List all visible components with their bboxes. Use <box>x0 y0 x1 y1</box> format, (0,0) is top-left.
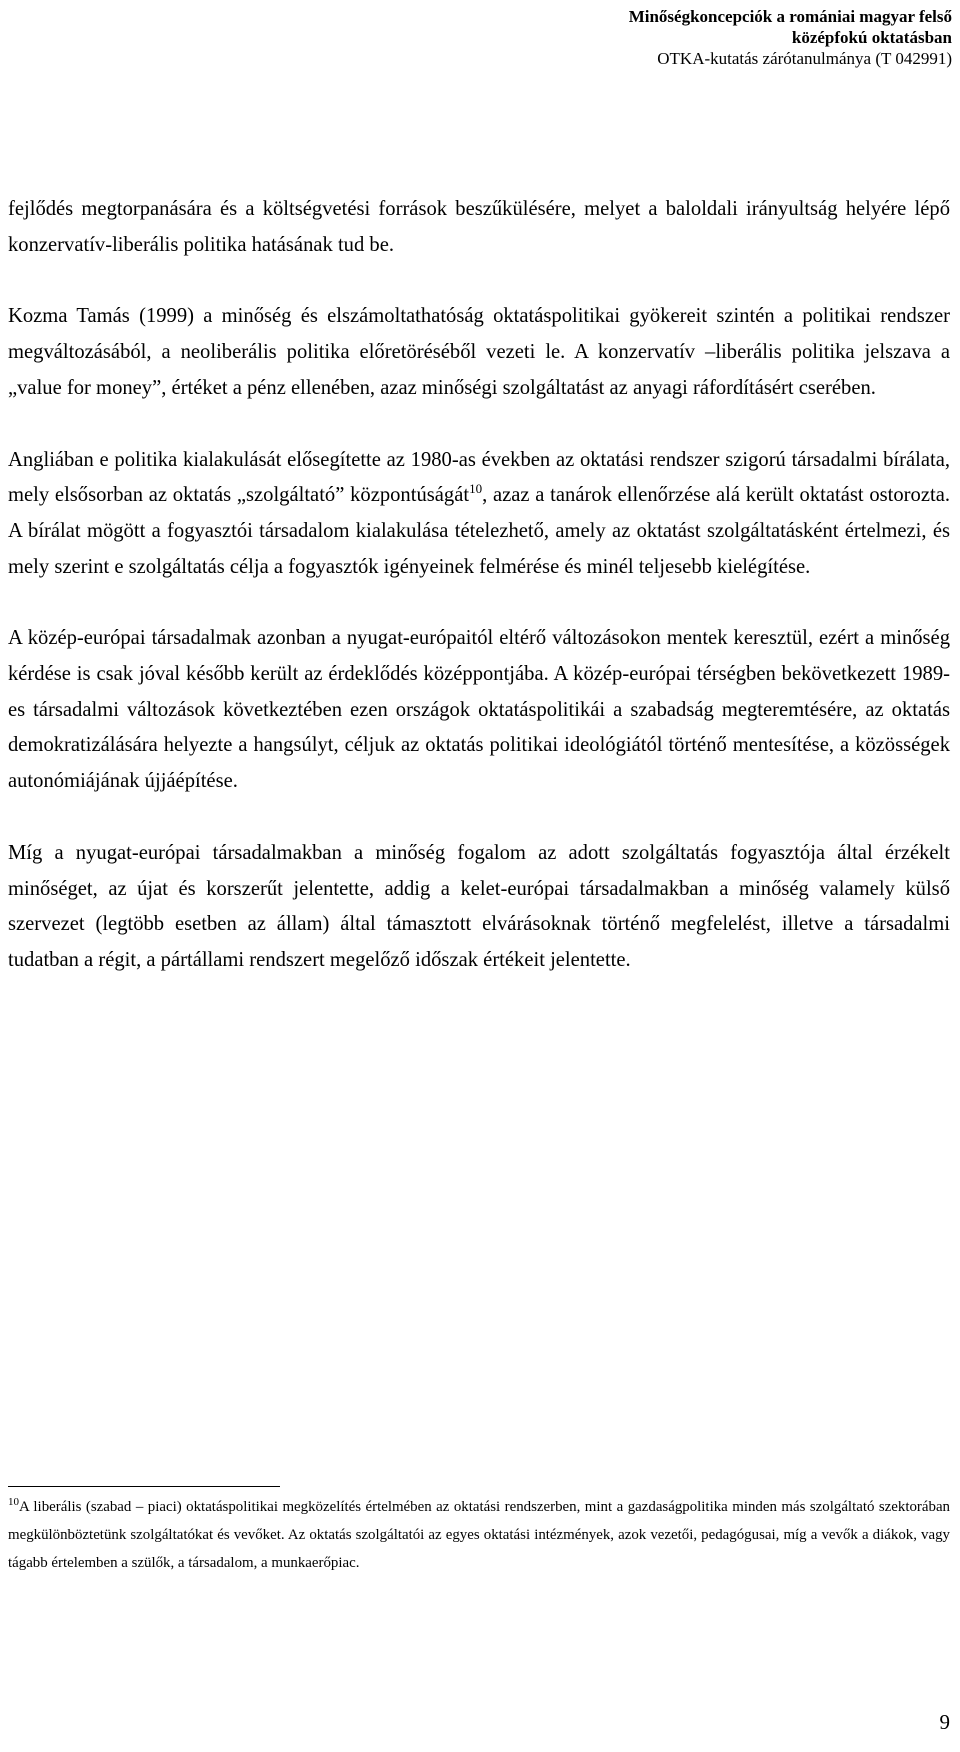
footnote-text: A liberális (szabad – piaci) oktatáspolitikai megközelítés értelmében az oktatási rendszerben, mint a gazdaságpolitika minden más szolgáltató szektorában megkülönböztetünk szolgáltatókat és vevőket. Az oktatás szolgáltatói az egyes oktatási intézmények, azok vezetői, pedagógusai, míg a vevők a diákok, vagy tágabb értelemben a szülők, a társadalom, a munkaerőpiac. <box>8 1499 950 1571</box>
footnote-separator <box>8 1486 280 1487</box>
main-text <box>8 192 950 1002</box>
paragraph-4: A közép-európai társadalmak azonban a nyugat-európaitól eltérő változásokon mentek keresztül, ezért a minőség kérdése is csak jóval később került az érdeklődés középpontjába. A közép-európai térségben bekövetkezett 1989-es társadalmi változások következtében ezen országok oktatáspolitikái a szabadság megteremtésére, az oktatás demokratizálására helyezte a hangsúlyt, céljuk az oktatás politikai ideológiától történő mentesítése, a közösségek autonómiájának újjáépítése. <box>8 627 950 793</box>
footnotes <box>8 1493 950 1577</box>
footnote-reference[interactable]: 10 <box>469 481 483 497</box>
header-title-line-2: középfokú oktatásban <box>791 28 952 47</box>
header-title-line-1: Minőségkoncepciók a romániai magyar felső <box>628 7 952 26</box>
paragraph-2: Kozma Tamás (1999) a minőség és elszámoltathatóság oktatáspolitikai gyökereit szintén a politikai rendszer megváltozásából, a neoliberális politika előretöréséből vezeti le. A konzervatív –liberális politika jelszava a „value for money”, értéket a pénz ellenében, azaz minőségi szolgáltatást az anyagi ráfordításért cserében. <box>8 305 950 399</box>
paragraph-3 <box>8 443 950 586</box>
page-number: 9 <box>939 1710 950 1734</box>
paragraph-3-text-before: Angliában e politika kialakulását elősegítette az 1980-as években az oktatási rendszer szigorú társadalmi bírálata, mely elsősorban az oktatás „szolgáltató” központúságát <box>8 448 950 507</box>
footnote-number: 10 <box>8 1496 19 1508</box>
paragraph-3-text-after: , azaz a tanárok ellenőrzése alá került oktatást ostorozta. A bírálat mögött a fogyasztói társadalom kialakulása tételezhető, amely az oktatást szolgáltatásként értelmezi, és mely szerint e szolgáltatás célja a fogyasztók igényeinek felmérése és minél teljesebb kielégítése. <box>8 484 950 578</box>
paragraph-5: Míg a nyugat-európai társadalmakban a minőség fogalom az adott szolgáltatás fogyasztója által érzékelt minőséget, az újat és korszerűt jelentette, addig a kelet-európai társadalmakban a minőség valamely külső szervezet (legtöbb esetben az állam) által támasztott elvárásoknak történő megfelelést, illetve a társadalmi tudatban a régit, a pártállami rendszert megelőző időszak értékeit jelentette. <box>8 841 950 971</box>
header-subtitle: OTKA-kutatás zárótanulmánya (T 042991) <box>657 49 952 68</box>
footnote-item <box>8 1493 950 1577</box>
paragraph-1: fejlődés megtorpanására és a költségvetési források beszűkülésére, melyet a baloldali irányultság helyére lépő konzervatív-liberális politika hatásának tud be. <box>8 198 950 256</box>
running-header <box>629 6 952 69</box>
